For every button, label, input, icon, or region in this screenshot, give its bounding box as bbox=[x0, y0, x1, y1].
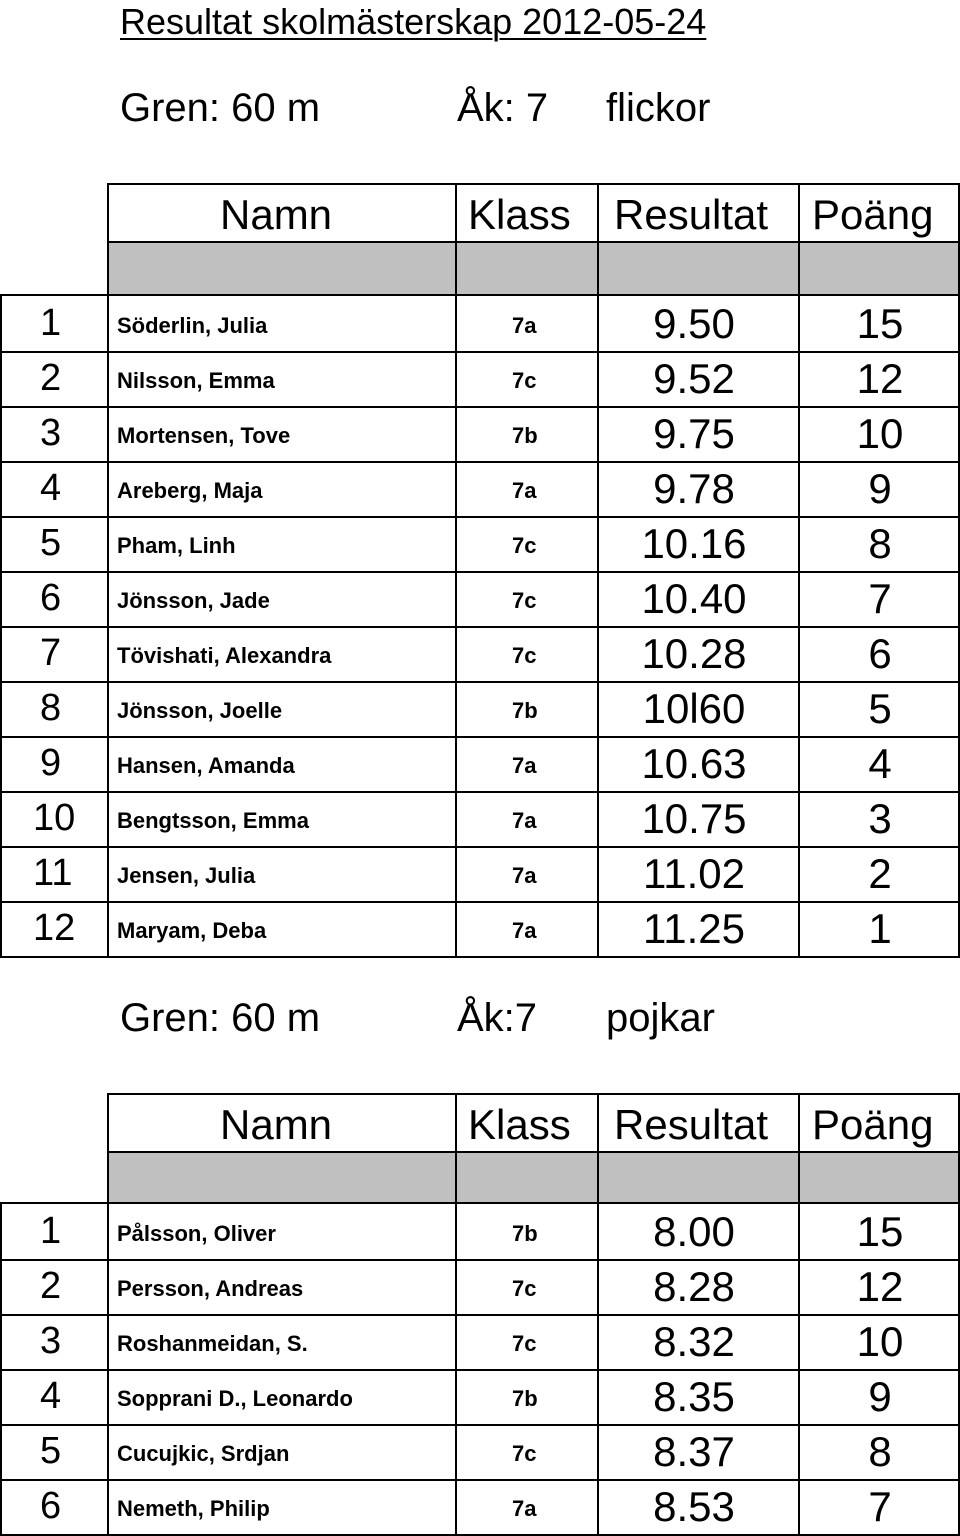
table-row bbox=[0, 1369, 960, 1424]
event-name: Gren: 60 m bbox=[120, 996, 321, 1040]
row-klass: 7b bbox=[512, 1221, 538, 1246]
table-row bbox=[0, 846, 960, 901]
row-place: 6 bbox=[40, 1485, 62, 1527]
row-points: 8 bbox=[868, 1428, 892, 1475]
table-row bbox=[0, 296, 960, 351]
row-name: Mortensen, Tove bbox=[117, 423, 291, 448]
row-name: Bengtsson, Emma bbox=[117, 808, 309, 833]
header-namn: Namn bbox=[220, 191, 333, 238]
row-result: 11.25 bbox=[643, 905, 745, 952]
row-place: 5 bbox=[40, 522, 62, 564]
table-row bbox=[0, 1314, 960, 1369]
row-points: 15 bbox=[856, 300, 904, 347]
table-row bbox=[0, 681, 960, 736]
row-name: Nemeth, Philip bbox=[117, 1496, 270, 1521]
row-place: 2 bbox=[40, 1265, 62, 1307]
row-points: 6 bbox=[868, 630, 892, 677]
grade-level: Åk:7 bbox=[457, 996, 538, 1040]
header-klass: Klass bbox=[468, 1101, 571, 1148]
row-name: Pham, Linh bbox=[117, 533, 236, 558]
row-place: 6 bbox=[40, 577, 62, 619]
row-name: Roshanmeidan, S. bbox=[117, 1331, 308, 1356]
table-row bbox=[0, 1479, 960, 1534]
row-name: Söderlin, Julia bbox=[117, 313, 268, 338]
row-points: 9 bbox=[868, 465, 892, 512]
table-row bbox=[0, 406, 960, 461]
row-points: 5 bbox=[868, 685, 892, 732]
row-name: Jensen, Julia bbox=[117, 863, 256, 888]
row-points: 3 bbox=[868, 795, 892, 842]
row-place: 12 bbox=[33, 907, 76, 949]
table-row bbox=[0, 516, 960, 571]
row-result: 8.28 bbox=[653, 1263, 735, 1310]
table-row bbox=[0, 351, 960, 406]
row-klass: 7c bbox=[512, 1276, 537, 1301]
row-klass: 7a bbox=[512, 1496, 537, 1521]
table-row bbox=[0, 1424, 960, 1479]
header-namn: Namn bbox=[220, 1101, 333, 1148]
gender-group: pojkar bbox=[606, 996, 715, 1040]
row-name: Areberg, Maja bbox=[117, 478, 263, 503]
table-rule bbox=[107, 183, 960, 185]
row-place: 3 bbox=[40, 1320, 62, 1362]
row-klass: 7c bbox=[512, 533, 537, 558]
row-result: 10.40 bbox=[641, 575, 747, 622]
row-result: 8.35 bbox=[653, 1373, 735, 1420]
row-klass: 7c bbox=[512, 643, 537, 668]
row-result: 10.75 bbox=[641, 795, 747, 842]
table-row bbox=[0, 736, 960, 791]
header-shading bbox=[108, 243, 958, 294]
header-poang: Poäng bbox=[812, 191, 934, 238]
row-klass: 7a bbox=[512, 808, 537, 833]
table-row bbox=[0, 1204, 960, 1259]
table-header bbox=[0, 185, 960, 245]
row-result: 9.50 bbox=[653, 300, 735, 347]
row-name: Jönsson, Jade bbox=[117, 588, 270, 613]
row-name: Tövishati, Alexandra bbox=[117, 643, 332, 668]
table-rule bbox=[107, 1093, 960, 1095]
row-klass: 7a bbox=[512, 753, 537, 778]
row-place: 3 bbox=[40, 412, 62, 454]
row-place: 8 bbox=[40, 687, 62, 729]
row-result: 10.16 bbox=[641, 520, 747, 567]
header-klass: Klass bbox=[468, 191, 571, 238]
row-points: 9 bbox=[868, 1373, 892, 1420]
row-result: 8.00 bbox=[653, 1208, 735, 1255]
table-row bbox=[0, 1259, 960, 1314]
row-points: 10 bbox=[856, 1318, 904, 1365]
table-row bbox=[0, 571, 960, 626]
row-result: 10.28 bbox=[641, 630, 747, 677]
row-result: 8.53 bbox=[653, 1483, 735, 1530]
row-place: 1 bbox=[40, 1210, 62, 1252]
grade-level: Åk: 7 bbox=[457, 86, 549, 130]
row-klass: 7b bbox=[512, 698, 538, 723]
row-place: 5 bbox=[40, 1430, 62, 1472]
row-klass: 7c bbox=[512, 368, 537, 393]
row-place: 10 bbox=[33, 797, 76, 839]
row-klass: 7c bbox=[512, 1441, 537, 1466]
row-points: 10 bbox=[856, 410, 904, 457]
event-name: Gren: 60 m bbox=[120, 86, 321, 130]
row-name: Hansen, Amanda bbox=[117, 753, 295, 778]
row-name: Jönsson, Joelle bbox=[117, 698, 283, 723]
row-result: 9.75 bbox=[653, 410, 735, 457]
row-result: 10l60 bbox=[642, 685, 746, 732]
gender-group: flickor bbox=[606, 86, 711, 130]
row-points: 4 bbox=[868, 740, 892, 787]
row-name: Pålsson, Oliver bbox=[117, 1221, 276, 1246]
row-result: 9.52 bbox=[653, 355, 735, 402]
table-header bbox=[0, 1095, 960, 1155]
row-klass: 7c bbox=[512, 1331, 537, 1356]
row-points: 8 bbox=[868, 520, 892, 567]
header-resultat: Resultat bbox=[614, 1101, 769, 1148]
row-klass: 7a bbox=[512, 918, 537, 943]
row-place: 4 bbox=[40, 1375, 62, 1417]
row-place: 9 bbox=[40, 742, 62, 784]
row-klass: 7a bbox=[512, 313, 537, 338]
table-row bbox=[0, 626, 960, 681]
row-klass: 7b bbox=[512, 423, 538, 448]
row-name: Sopprani D., Leonardo bbox=[117, 1386, 353, 1411]
table-rule bbox=[107, 1151, 960, 1153]
row-klass: 7b bbox=[512, 1386, 538, 1411]
row-place: 1 bbox=[40, 302, 62, 344]
row-klass: 7a bbox=[512, 478, 537, 503]
row-points: 1 bbox=[868, 905, 892, 952]
row-place: 4 bbox=[40, 467, 62, 509]
table-row bbox=[0, 791, 960, 846]
row-place: 7 bbox=[40, 632, 62, 674]
row-points: 2 bbox=[868, 850, 892, 897]
row-points: 15 bbox=[856, 1208, 904, 1255]
row-result: 11.02 bbox=[643, 850, 745, 897]
row-name: Maryam, Deba bbox=[117, 918, 267, 943]
table-rule bbox=[107, 241, 960, 243]
table-row bbox=[0, 461, 960, 516]
header-poang: Poäng bbox=[812, 1101, 934, 1148]
row-result: 9.78 bbox=[653, 465, 735, 512]
event-heading bbox=[0, 78, 960, 138]
row-name: Nilsson, Emma bbox=[117, 368, 275, 393]
page-title: Resultat skolmästerskap 2012-05-24 bbox=[120, 1, 707, 42]
row-result: 10.63 bbox=[641, 740, 747, 787]
row-name: Cucujkic, Srdjan bbox=[117, 1441, 290, 1466]
row-place: 2 bbox=[40, 357, 62, 399]
row-points: 12 bbox=[856, 1263, 904, 1310]
row-klass: 7c bbox=[512, 588, 537, 613]
row-result: 8.37 bbox=[653, 1428, 735, 1475]
row-klass: 7a bbox=[512, 863, 537, 888]
row-points: 12 bbox=[856, 355, 904, 402]
row-points: 7 bbox=[868, 575, 892, 622]
event-heading bbox=[0, 988, 960, 1048]
row-points: 7 bbox=[868, 1483, 892, 1530]
header-shading bbox=[108, 1153, 958, 1204]
header-resultat: Resultat bbox=[614, 191, 769, 238]
row-place: 11 bbox=[33, 852, 73, 894]
table-rule bbox=[0, 956, 960, 958]
table-row bbox=[0, 901, 960, 956]
row-name: Persson, Andreas bbox=[117, 1276, 304, 1301]
row-result: 8.32 bbox=[653, 1318, 735, 1365]
